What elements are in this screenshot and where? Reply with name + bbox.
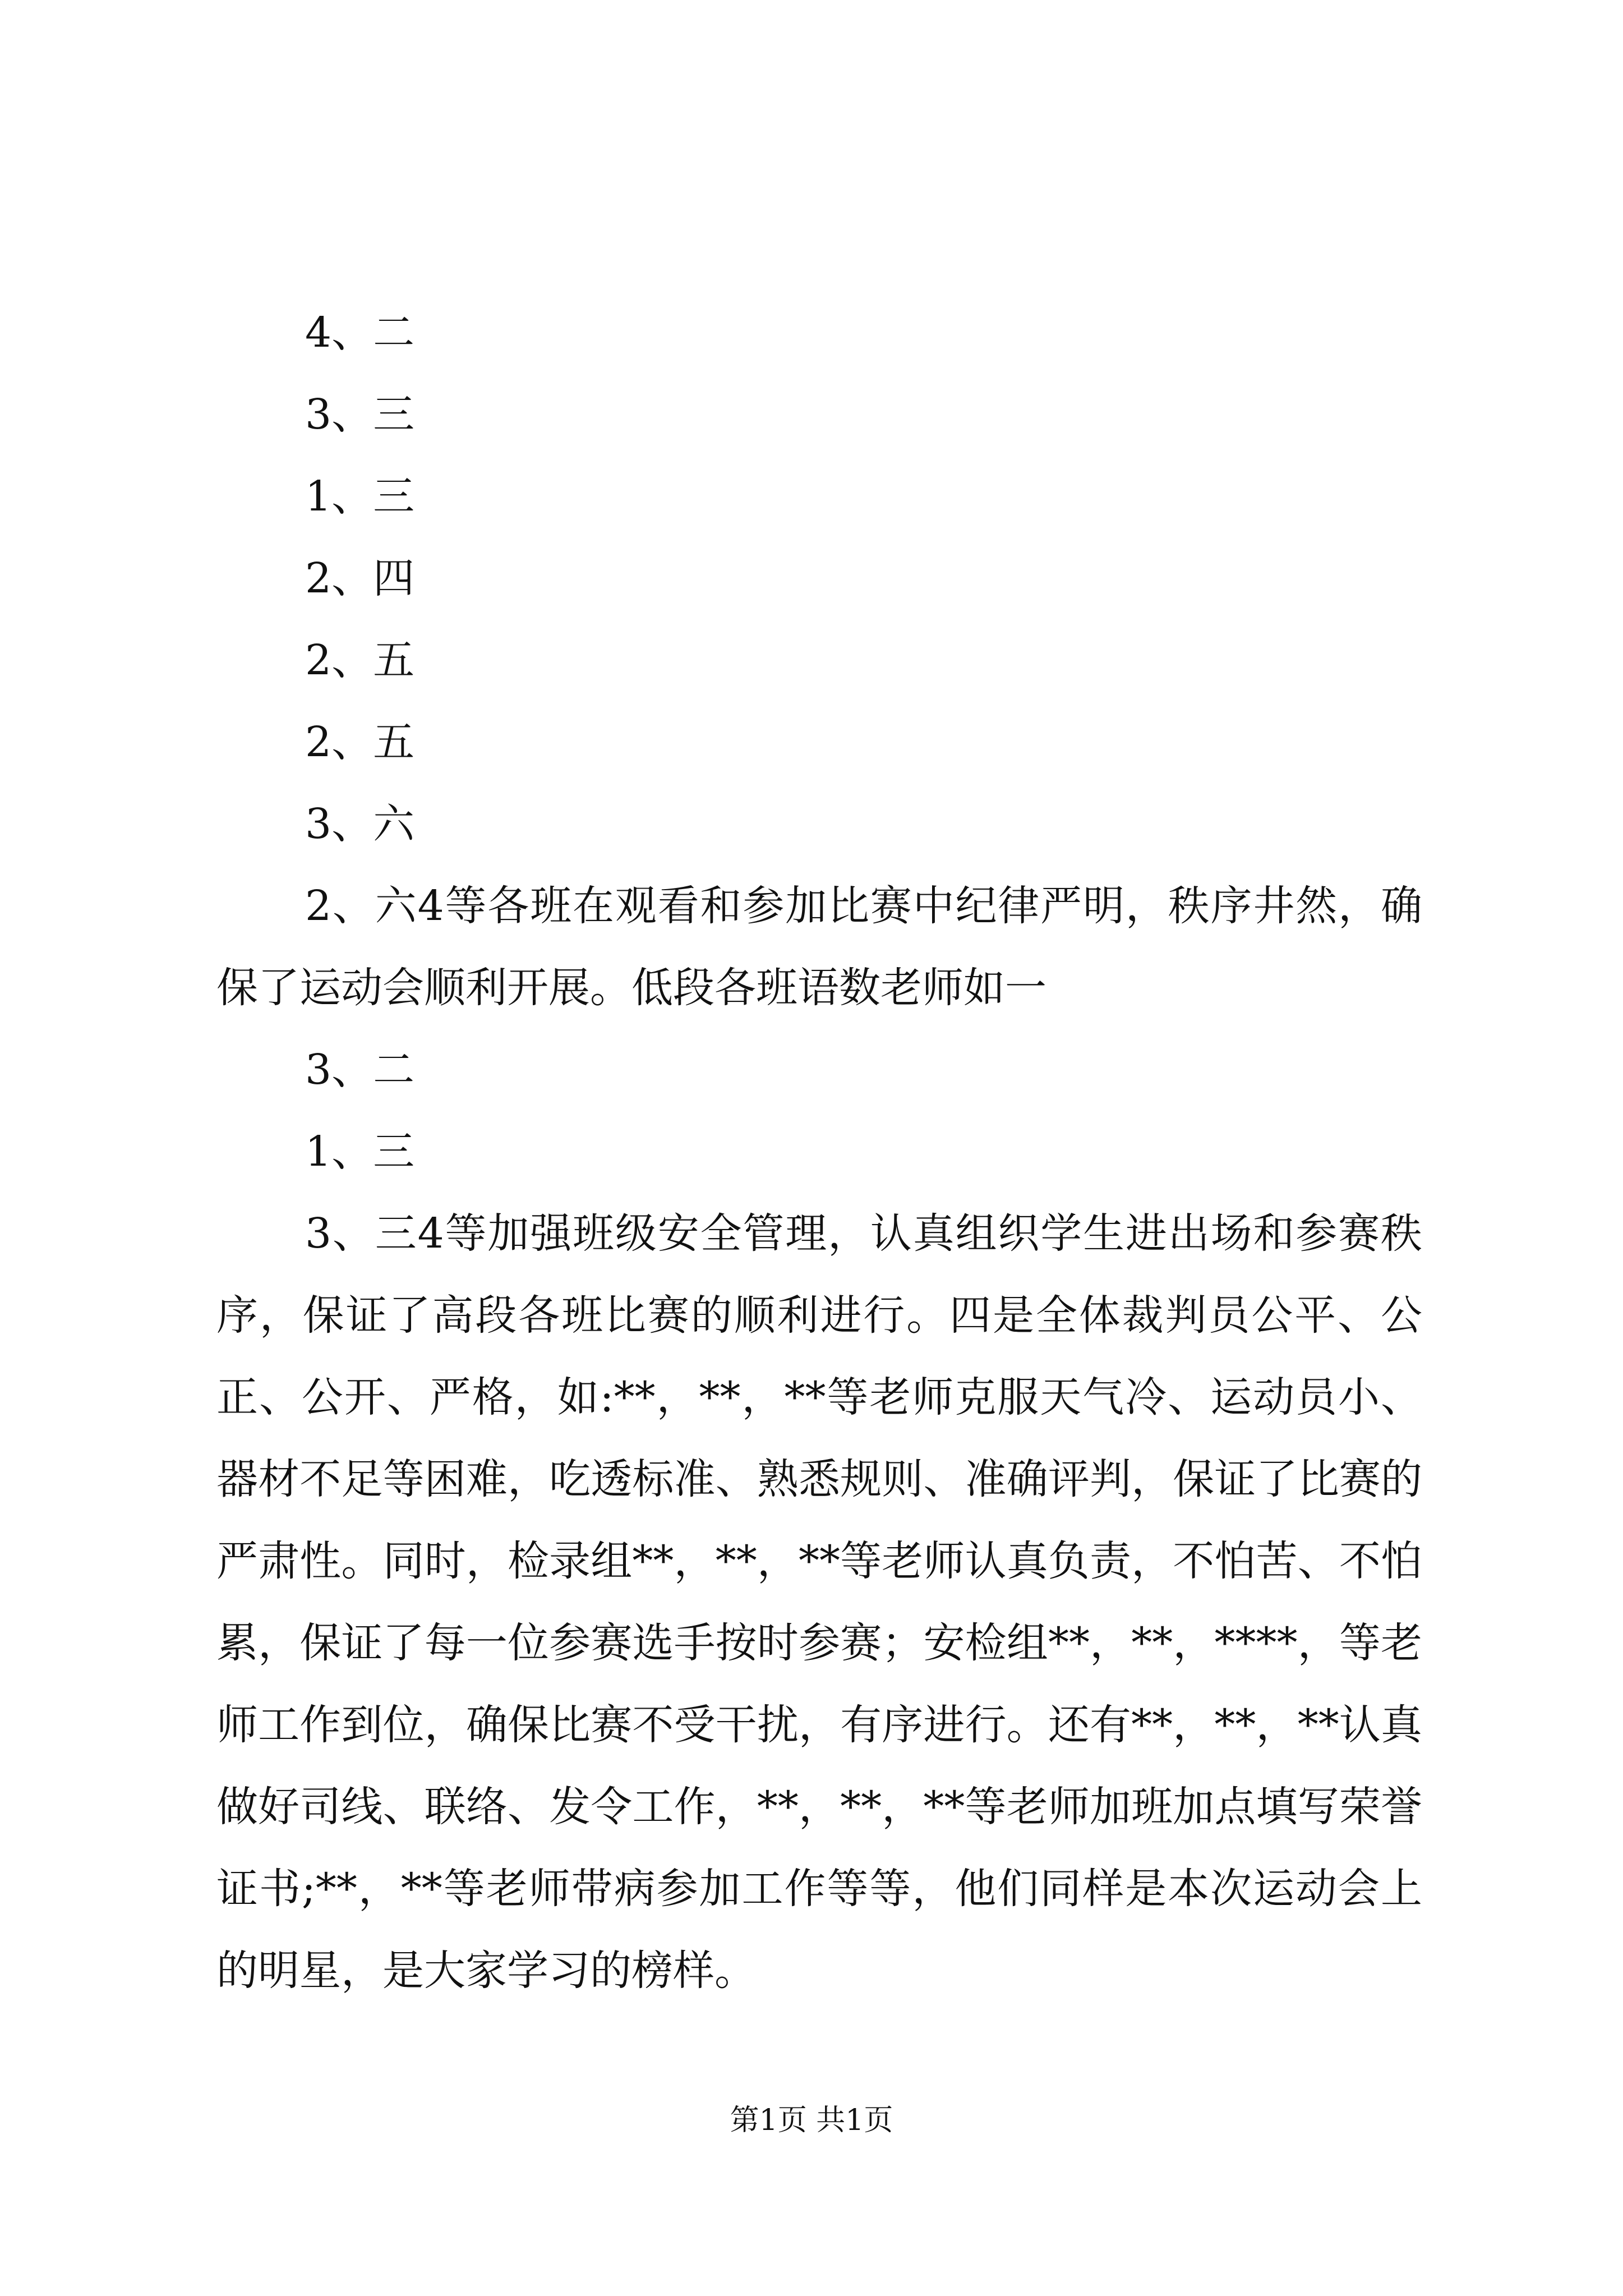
list-line-3: 1、三 xyxy=(305,472,415,521)
page-footer: 第1页 共1页 xyxy=(730,2104,893,2137)
list-line-9: 1、三 xyxy=(305,1128,415,1176)
list-line-6: 2、五 xyxy=(305,718,415,766)
list-line-7: 3、六 xyxy=(305,800,415,848)
list-line-1: 4、二 xyxy=(305,309,415,357)
list-line-4: 2、四 xyxy=(305,554,415,602)
paragraph-1: 2、六4等各班在观看和参加比赛中纪律严明，秩序井然，确保了运动会顺利开展。低段各班语数老师如一 xyxy=(216,882,1422,1012)
list-line-2: 3、三 xyxy=(305,390,415,439)
document-body xyxy=(216,292,1422,2012)
paragraph-2: 3、三4等加强班级安全管理，认真组织学生进出场和参赛秩序，保证了高段各班比赛的顺利进行。四是全体裁判员公平、公正、公开、严格，如:**，**，**等老师克服天气冷、运动员小、器材不足等困难，吃透标准、熟悉规则、准确评判，保证了比赛的严肃性。同时，检录组**，**，**等老师认真负责，不怕苦、不怕累，保证了每一位参赛选手按时参赛；安检组**，**，****，等老师工作到位，确保比赛不受干扰，有序进行。还有**，**，**认真做好司线、联络、发令工作，**，**，**等老师加班加点填写荣誉证书;**，**等老师带病参加工作等等，他们同样是本次运动会上的明星，是大家学习的榜样。 xyxy=(216,1209,1422,1995)
list-line-8: 3、二 xyxy=(305,1046,415,1094)
list-line-5: 2、五 xyxy=(305,636,415,684)
